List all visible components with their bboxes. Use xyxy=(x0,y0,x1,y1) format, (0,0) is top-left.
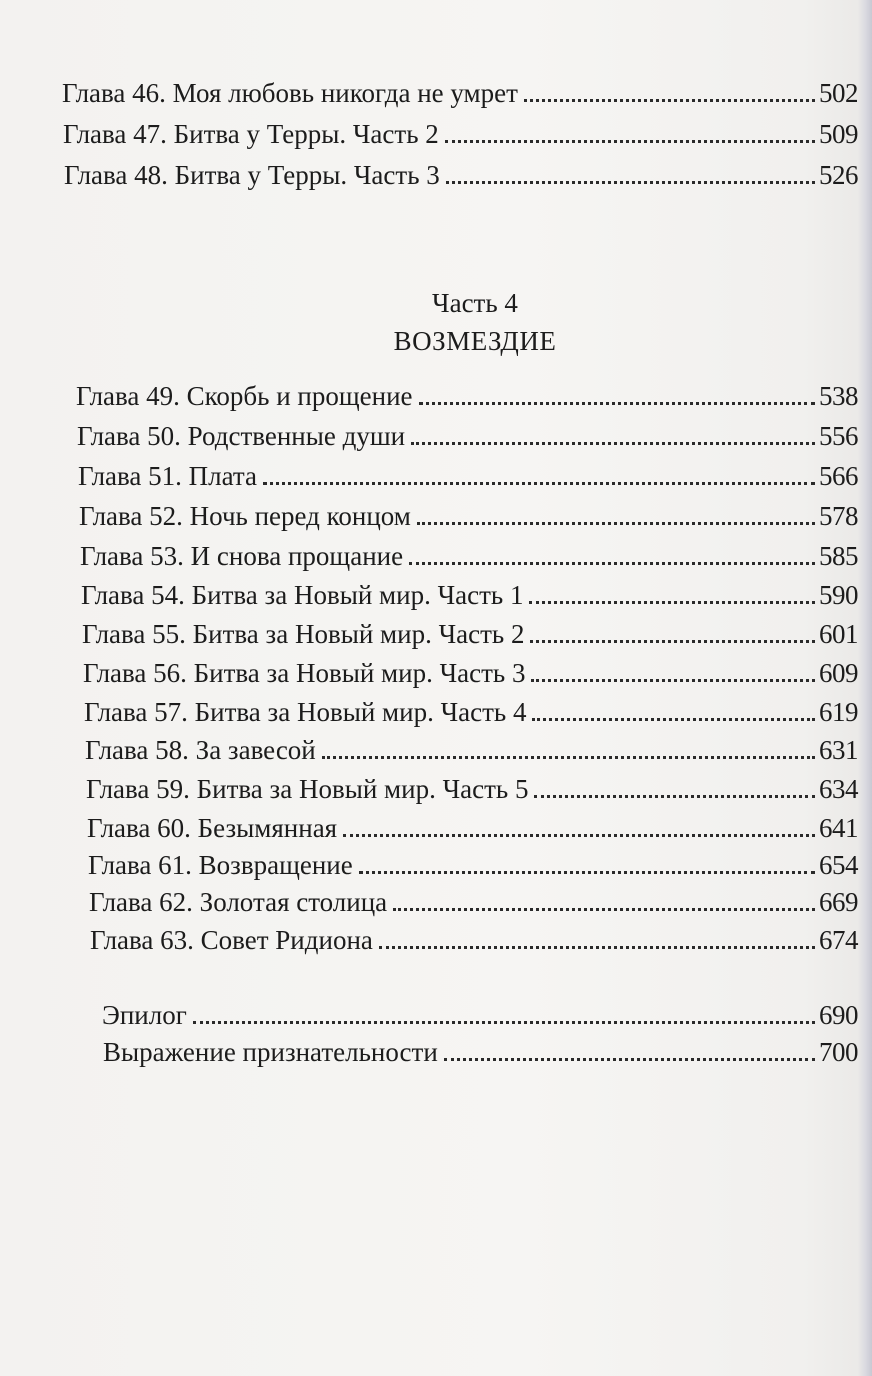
toc-entry-title: Глава 55. Битва за Новый мир. Часть 2 xyxy=(82,619,525,649)
dot-leader xyxy=(524,97,815,102)
toc-entry xyxy=(76,379,858,413)
toc-entry xyxy=(103,1035,858,1069)
toc-entry xyxy=(86,772,858,806)
dot-leader xyxy=(532,716,815,721)
toc-entry-title: Глава 61. Возвращение xyxy=(88,850,353,880)
toc-entry-page: 526 xyxy=(819,160,858,190)
toc-entry-page: 690 xyxy=(819,1000,858,1030)
toc-entry xyxy=(81,578,858,612)
toc-entry-title: Глава 50. Родственные души xyxy=(77,421,406,451)
toc-entry-title: Глава 48. Битва у Терры. Часть 3 xyxy=(64,160,440,190)
toc-entry xyxy=(90,923,858,957)
toc-entry xyxy=(77,419,858,453)
toc-entry-page: 669 xyxy=(819,887,858,917)
toc-entry xyxy=(63,117,858,151)
toc-entry-title: Выражение признательности xyxy=(103,1037,438,1067)
toc-entry-page: 585 xyxy=(819,541,858,571)
toc-entry-page: 538 xyxy=(819,381,858,411)
part-title: ВОЗМЕЗДИЕ xyxy=(393,326,557,356)
toc-entry-title: Глава 53. И снова прощание xyxy=(80,541,404,571)
toc-entry-title: Глава 46. Моя любовь никогда не умрет xyxy=(62,78,518,108)
toc-entry xyxy=(88,848,858,882)
toc-entry-title: Глава 56. Битва за Новый мир. Часть 3 xyxy=(83,658,526,688)
dot-leader xyxy=(419,400,815,405)
toc-entry-title: Глава 63. Совет Ридиона xyxy=(90,925,373,955)
toc-entry-page: 609 xyxy=(819,658,858,688)
toc-entry xyxy=(82,617,858,651)
dot-leader xyxy=(393,906,815,911)
toc-entry-title: Глава 51. Плата xyxy=(78,461,258,491)
page-edge-shadow xyxy=(858,0,872,1376)
toc-entry-title: Глава 54. Битва за Новый мир. Часть 1 xyxy=(81,580,524,610)
dot-leader xyxy=(529,599,815,604)
dot-leader xyxy=(417,520,815,525)
toc-entry-page: 566 xyxy=(819,461,858,491)
toc-entry xyxy=(83,656,858,690)
toc-entry-page: 654 xyxy=(819,850,858,880)
toc-entry xyxy=(89,885,858,919)
toc-entry-title: Эпилог xyxy=(102,1000,187,1030)
toc-entry-title: Глава 49. Скорбь и прощение xyxy=(76,381,413,411)
toc-entry-page: 601 xyxy=(819,619,858,649)
toc-entry-title: Глава 62. Золотая столица xyxy=(89,887,388,917)
dot-leader xyxy=(359,869,815,874)
part-label: Часть 4 xyxy=(432,288,518,318)
dot-leader xyxy=(409,560,815,565)
toc-entry-title: Глава 59. Битва за Новый мир. Часть 5 xyxy=(86,774,529,804)
dot-leader xyxy=(446,179,815,184)
toc-entry-page: 502 xyxy=(819,78,858,108)
toc-entry-title: Глава 58. За завесой xyxy=(85,735,316,765)
toc-entry-page: 556 xyxy=(819,421,858,451)
toc-entry-page: 619 xyxy=(819,697,858,727)
toc-entry xyxy=(78,459,858,493)
toc-entry-title: Глава 47. Битва у Терры. Часть 2 xyxy=(63,119,439,149)
dot-leader xyxy=(193,1019,815,1024)
toc-entry xyxy=(87,811,858,845)
toc-entry xyxy=(102,998,858,1032)
toc-entry-page: 509 xyxy=(819,119,858,149)
dot-leader xyxy=(444,1056,815,1061)
dot-leader xyxy=(322,754,815,759)
toc-entry-page: 590 xyxy=(819,580,858,610)
toc-entry-title: Глава 57. Битва за Новый мир. Часть 4 xyxy=(84,697,527,727)
dot-leader xyxy=(379,944,815,949)
dot-leader xyxy=(411,440,815,445)
toc-entry-title: Глава 60. Безымянная xyxy=(87,813,338,843)
toc-entry xyxy=(64,158,858,192)
toc-entry-page: 641 xyxy=(819,813,858,843)
toc-entry xyxy=(84,695,858,729)
toc-entry xyxy=(80,539,858,573)
toc-entry-page: 634 xyxy=(819,774,858,804)
dot-leader xyxy=(534,793,815,798)
toc-entry-page: 631 xyxy=(819,735,858,765)
toc-entry-page: 674 xyxy=(819,925,858,955)
toc-entry xyxy=(85,733,858,767)
dot-leader xyxy=(263,480,815,485)
toc-entry-title: Глава 52. Ночь перед концом xyxy=(79,501,411,531)
toc-entry xyxy=(62,76,858,110)
toc-entry-page: 700 xyxy=(819,1037,858,1067)
dot-leader xyxy=(343,832,815,837)
dot-leader xyxy=(445,138,815,143)
dot-leader xyxy=(531,677,815,682)
toc-entry xyxy=(79,499,858,533)
toc-entry-page: 578 xyxy=(819,501,858,531)
dot-leader xyxy=(530,638,815,643)
